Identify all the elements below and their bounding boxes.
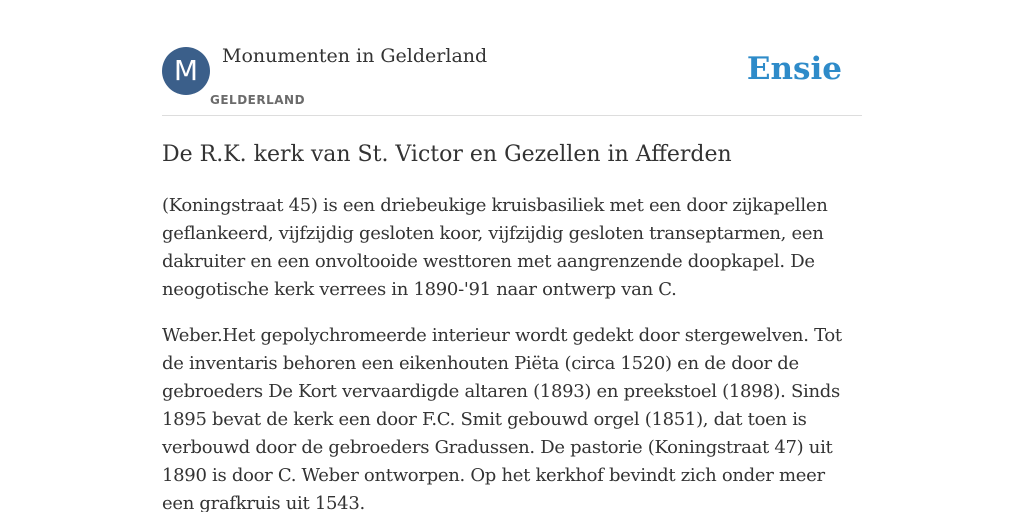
- content-card: [162, 0, 862, 512]
- article-title: De R.K. kerk van St. Victor en Gezellen in Afferden: [162, 142, 732, 167]
- avatar[interactable]: M: [162, 47, 210, 95]
- article-paragraph: Weber.Het gepolychromeerde interieur wordt gedekt door stergewelven. Tot de inventaris behoren een eikenhouten Piëta (circa 1520) en de door de gebroeders De Kort vervaardigde altaren (1893) en preekstoel (1898). Sinds 1895 bevat de kerk een door F.C. Smit gebouwd orgel (1851), dat toen is verbouwd door de gebroeders Gradussen. De pastorie (Koningstraat 47) uit 1890 is door C. Weber ontworpen. Op het kerkhof bevindt zich onder meer een grafkruis uit 1543.: [162, 325, 842, 512]
- category-label[interactable]: GELDERLAND: [210, 93, 306, 107]
- site-title[interactable]: Monumenten in Gelderland: [222, 45, 488, 67]
- header: [162, 0, 862, 116]
- brand-logo[interactable]: Ensie: [746, 51, 842, 87]
- article-paragraph: (Koningstraat 45) is een driebeukige kruisbasiliek met een door zijkapellen geflankeerd, vijfzijdig gesloten koor, vijfzijdig gesloten transeptarmen, een dakruiter en een onvoltooide westtoren met aangrenzende doopkapel. De neogotische kerk verrees in 1890-'91 naar ontwerp van C.: [162, 195, 828, 300]
